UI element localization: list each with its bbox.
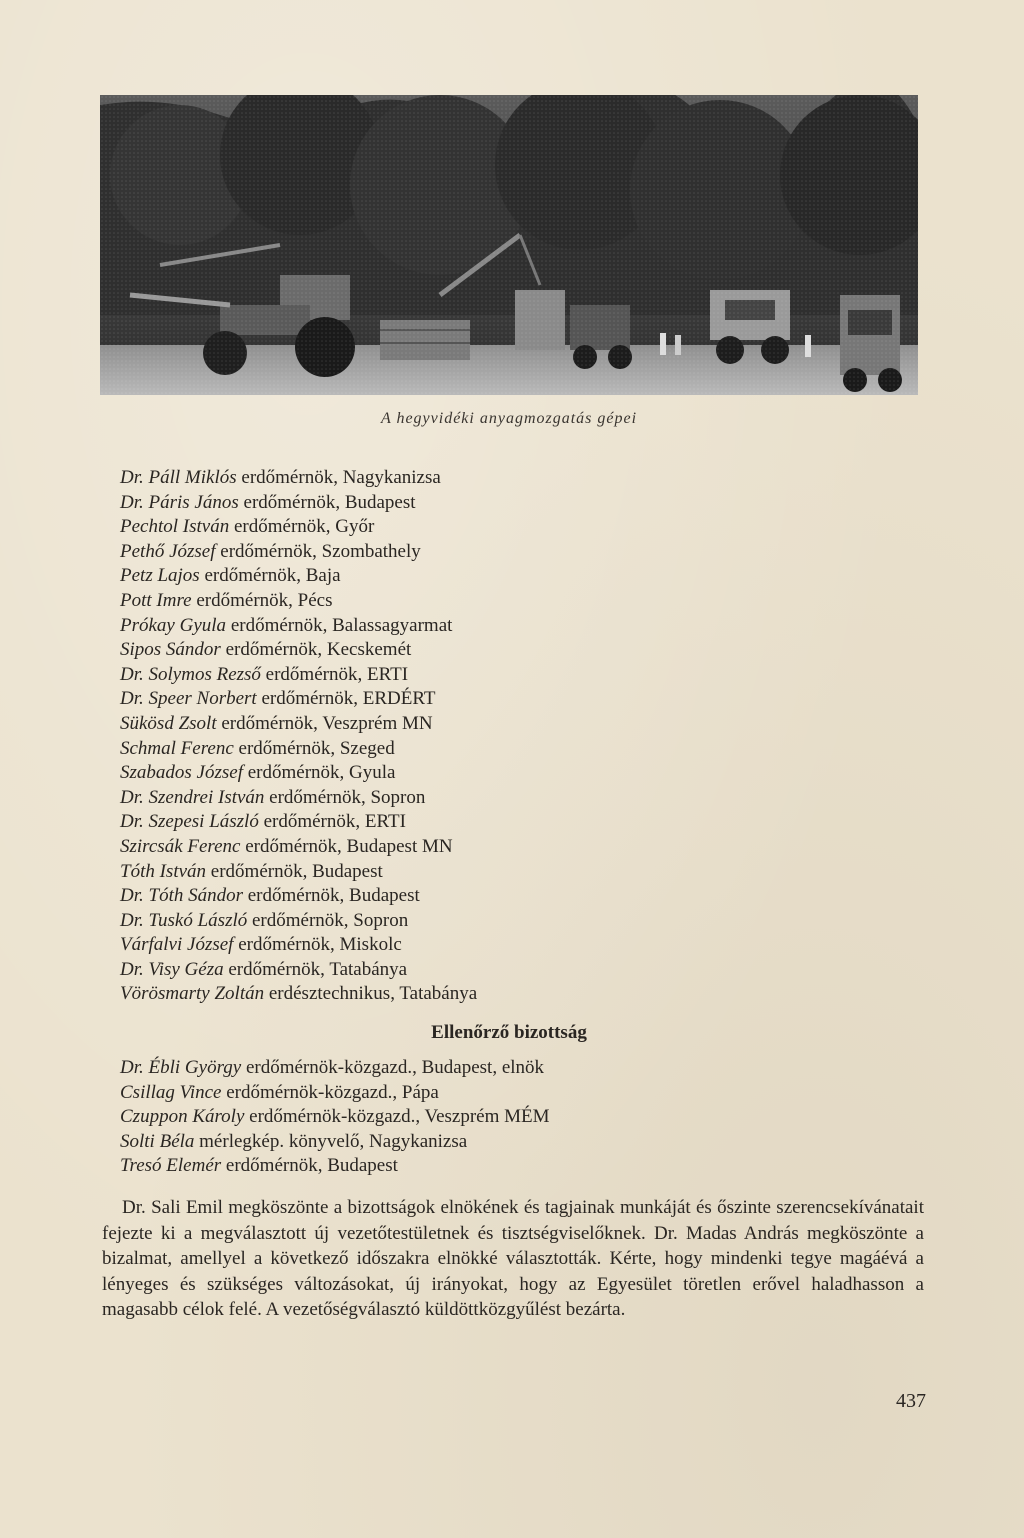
page-number: 437: [896, 1390, 926, 1412]
member-role: erdőmérnök, Budapest: [238, 491, 416, 513]
member-entry: [120, 958, 680, 983]
member-role: erdőmérnök, Szombathely: [215, 540, 421, 562]
member-name: Vörösmarty Zoltán: [120, 983, 265, 1005]
member-name: Dr. Szepesi László: [120, 811, 259, 833]
member-name: Dr. Páll Miklós: [120, 467, 237, 488]
member-entry: [120, 589, 680, 614]
member-role: erdőmérnök-közgazd., Veszprém MÉM: [244, 1106, 550, 1128]
member-entry: [120, 835, 680, 860]
member-entry: [120, 663, 680, 688]
member-name: Tóth István: [120, 860, 207, 882]
member-name: Tresó Elemér: [120, 1155, 222, 1177]
member-role: erdőmérnök, Pécs: [191, 589, 333, 611]
member-entry: [120, 638, 680, 663]
member-entry: [120, 466, 680, 491]
member-role: erdőmérnök, Miskolc: [233, 934, 402, 956]
machinery-photo-image: [100, 95, 918, 395]
member-role: erdőmérnök, Budapest MN: [240, 835, 453, 857]
member-entry: [120, 564, 680, 589]
member-name: Schmal Ferenc: [120, 737, 234, 759]
member-name: Pechtol István: [120, 516, 230, 538]
member-role: erdőmérnök, Gyula: [242, 762, 396, 784]
member-entry: [120, 737, 680, 762]
member-entry: [120, 933, 680, 958]
machinery-photo: [100, 95, 918, 395]
member-list: [120, 466, 680, 1007]
member-entry: [120, 515, 680, 540]
member-name: Sükösd Zsolt: [120, 712, 217, 734]
member-entry: [120, 909, 680, 934]
member-role: erdőmérnök, Sopron: [264, 786, 426, 808]
member-entry: [120, 687, 680, 712]
member-role: erdőmérnök, ERDÉRT: [256, 688, 436, 710]
member-role: erdőmérnök, Kecskemét: [220, 639, 412, 661]
member-name: Pott Imre: [120, 589, 192, 611]
member-role: erdőmérnök, Balassagyarmat: [226, 614, 453, 636]
member-role: erdőmérnök, Budapest: [221, 1155, 398, 1177]
member-name: Dr. Tóth Sándor: [120, 885, 243, 907]
member-role: erdésztechnikus, Tatabánya: [264, 983, 478, 1005]
member-entry: [120, 1105, 820, 1130]
member-entry: [120, 491, 680, 516]
member-name: Solti Béla: [120, 1130, 195, 1152]
committee-heading: Ellenőrző bizottság: [431, 1022, 587, 1043]
member-role: erdőmérnök, Budapest: [206, 860, 383, 882]
member-role: erdőmérnök, Budapest: [243, 885, 420, 907]
member-role: mérlegkép. könyvelő, Nagykanizsa: [194, 1130, 468, 1152]
member-role: erdőmérnök, ERTI: [258, 811, 406, 833]
member-name: Petz Lajos: [120, 565, 200, 587]
member-role: erdőmérnök-közgazd., Budapest, elnök: [241, 1057, 545, 1078]
member-role: erdőmérnök, Győr: [229, 516, 375, 538]
member-role: erdőmérnök, Szeged: [233, 737, 395, 759]
member-entry: [120, 1130, 820, 1155]
member-entry: [120, 786, 680, 811]
member-name: Pethő József: [120, 540, 216, 562]
member-name: Szircsák Ferenc: [120, 835, 241, 857]
member-name: Dr. Szendrei István: [120, 786, 265, 808]
photo-caption: A hegyvidéki anyagmozgatás gépei: [380, 410, 638, 427]
member-role: erdőmérnök, Sopron: [247, 909, 409, 931]
member-entry: [120, 860, 680, 885]
member-name: Várfalvi József: [120, 934, 234, 956]
member-entry: [120, 1056, 820, 1081]
member-name: Prókay Gyula: [120, 614, 227, 636]
member-role: erdőmérnök, Tatabánya: [223, 958, 408, 980]
member-entry: [120, 712, 680, 737]
member-name: Dr. Visy Géza: [120, 958, 224, 980]
member-name: Dr. Tuskó László: [120, 909, 248, 931]
member-name: Dr. Solymos Rezső: [120, 663, 261, 685]
member-entry: [120, 540, 680, 565]
member-entry: [120, 761, 680, 786]
member-entry: [120, 810, 680, 835]
member-entry: [120, 884, 680, 909]
member-role: erdőmérnök, ERTI: [260, 663, 409, 685]
member-entry: [120, 982, 680, 1007]
committee-member-list: [120, 1056, 820, 1179]
member-name: Dr. Speer Norbert: [120, 688, 257, 710]
member-role: erdőmérnök, Baja: [199, 565, 341, 587]
member-role: erdőmérnök-közgazd., Pápa: [221, 1081, 439, 1103]
closing-paragraph: Dr. Sali Emil megköszönte a bizottságok elnökének és tagjainak munkáját és őszinte szerencsekívánatait fejezte ki a megválasztott új vezetőtestületnek és tisztségviselőknek. Dr. Madas András megköszönte a bizalmat, amellyel a következő időszakra elnökké választották. Kérte, hogy mindenki tegye magáévá a lényeges és szükséges változásokat, új irányokat, hogy az Egyesület töretlen erővel haladhasson a magasabb célok felé. A vezetőségválasztó küldöttközgyűlést bezárta.: [102, 1197, 924, 1320]
member-name: Dr. Páris János: [120, 491, 239, 513]
member-entry: [120, 614, 680, 639]
member-name: Dr. Ébli György: [120, 1057, 242, 1078]
member-role: erdőmérnök, Nagykanizsa: [236, 467, 441, 488]
member-name: Sipos Sándor: [120, 639, 221, 661]
member-role: erdőmérnök, Veszprém MN: [216, 712, 433, 734]
member-name: Szabados József: [120, 762, 243, 784]
member-name: Czuppon Károly: [120, 1106, 245, 1128]
member-name: Csillag Vince: [120, 1081, 222, 1103]
member-entry: [120, 1081, 820, 1106]
member-entry: [120, 1154, 820, 1179]
